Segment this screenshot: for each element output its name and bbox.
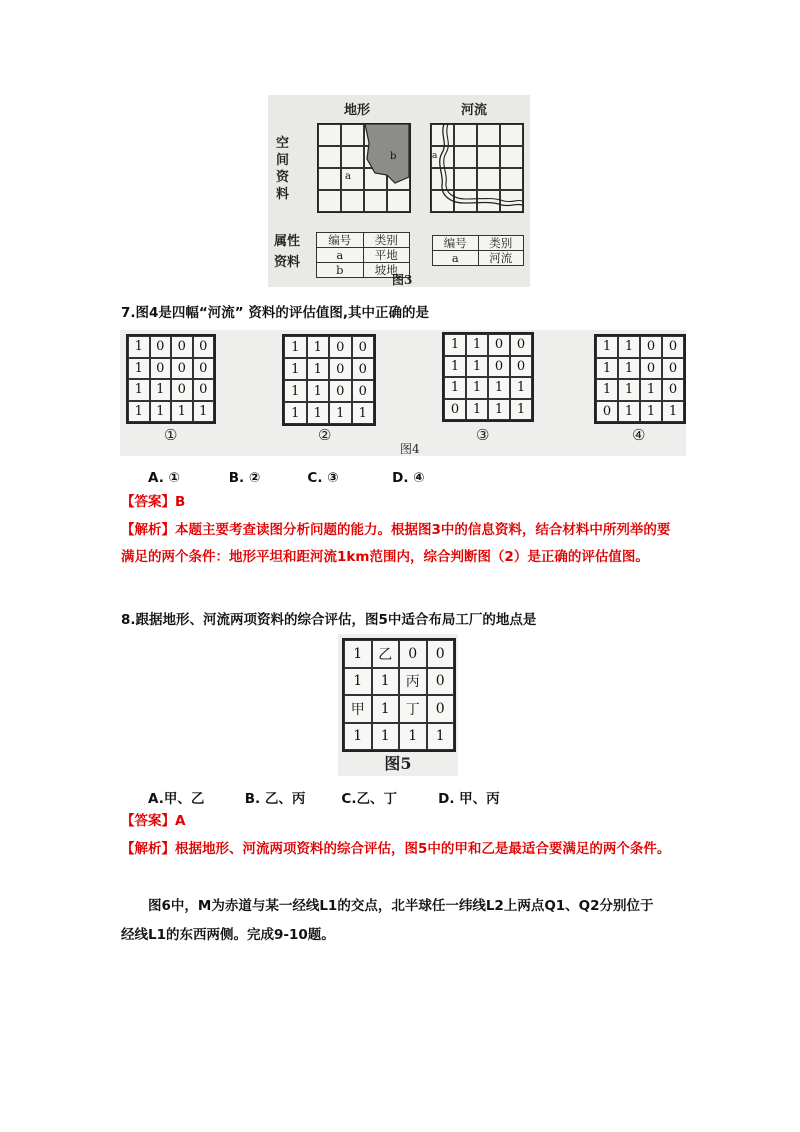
river-label-a: a — [432, 151, 438, 161]
terrain-label-a: a — [345, 171, 351, 182]
q8-answer — [121, 808, 185, 835]
grid-5: 1 乙 0 0 1 1 丙 0 甲 1 丁 0 1 1 1 1 — [342, 638, 456, 752]
q7-option-b[interactable]: B. ② — [228, 470, 261, 486]
q8-option-d[interactable]: D. 甲、丙 — [438, 791, 500, 807]
grid-3: 1 1 0 0 1 1 0 0 1 1 1 1 0 1 1 1 — [442, 332, 534, 422]
figure-5 — [338, 634, 458, 776]
q8-option-c[interactable]: C.乙、丁 — [341, 791, 397, 807]
grid-label-3: ③ — [476, 426, 490, 444]
q7-analysis — [121, 517, 681, 571]
figure-5-caption: 图5 — [384, 754, 412, 773]
q8-options — [148, 787, 500, 807]
slope-area-shape — [317, 123, 410, 212]
grid-1: 1 0 0 0 1 0 0 0 1 1 0 0 1 1 1 1 — [126, 334, 216, 424]
river-line — [430, 123, 523, 212]
q7-option-a[interactable]: A. ① — [148, 470, 180, 486]
q7-answer-label: 【答案】 — [121, 494, 175, 510]
grid-label-2: ② — [318, 426, 332, 444]
q7-option-d[interactable]: D. ④ — [392, 470, 425, 486]
terrain-label-b: b — [390, 151, 397, 162]
grid-label-1: ① — [164, 426, 178, 444]
grid-label-4: ④ — [632, 426, 646, 444]
q7-analysis-text: 本题主要考查读图分析问题的能力。根据图3中的信息资料，结合材料中所列举的要满足的两个条件：地形平坦和距河流1km范围内，综合判断图（2）是正确的评估值图。 — [121, 522, 671, 565]
q7-options — [148, 470, 425, 486]
figure-4 — [120, 330, 686, 456]
grid-2: 1 1 0 0 1 1 0 0 1 1 0 0 1 1 1 1 — [282, 334, 376, 426]
q8-analysis — [121, 836, 681, 863]
q7-option-c[interactable]: C. ③ — [307, 470, 339, 486]
q8-analysis-text: 根据地形、河流两项资料的综合评估，图5中的甲和乙是最适合要满足的两个条件。 — [175, 841, 671, 857]
q7-stem: 7.图4是四幅“河流” 资料的评估值图,其中正确的是 — [121, 305, 429, 321]
intro-line-1: 图6中，M为赤道与某一经线L1的交点，北半球任一纬线L2上两点Q1、Q2分别位于 — [148, 898, 654, 914]
figure-3 — [268, 95, 530, 287]
q8-option-a[interactable]: A.甲、乙 — [148, 791, 205, 807]
intro-line-2: 经线L1的东西两侧。完成9-10题。 — [121, 927, 335, 943]
grid-4: 1 1 0 0 1 1 0 0 1 1 1 0 0 1 1 1 — [594, 334, 686, 424]
terrain-title: 地形 — [344, 103, 371, 118]
terrain-attribute-table: 编号 类别 a 平地 b 坡地 — [316, 232, 410, 278]
q7-answer — [121, 489, 185, 516]
spatial-data-label: 空 间 资 料 — [276, 136, 290, 202]
q8-analysis-label: 【解析】 — [121, 841, 175, 857]
q8-answer-label: 【答案】 — [121, 813, 175, 829]
q8-option-b[interactable]: B. 乙、丙 — [244, 791, 306, 807]
q7-answer-value: B — [175, 494, 186, 510]
q8-stem: 8.跟据地形、河流两项资料的综合评估，图5中适合布局工厂的地点是 — [121, 612, 537, 628]
attribute-data-label: 属性 资料 — [274, 234, 301, 270]
q7-analysis-label: 【解析】 — [121, 522, 175, 538]
figure-4-caption: 图4 — [400, 442, 420, 456]
q8-answer-value: A — [175, 813, 186, 829]
river-title: 河流 — [461, 103, 488, 118]
figure-3-caption: 图3 — [392, 273, 413, 287]
river-attribute-table: 编号 类别 a 河流 — [432, 235, 524, 266]
